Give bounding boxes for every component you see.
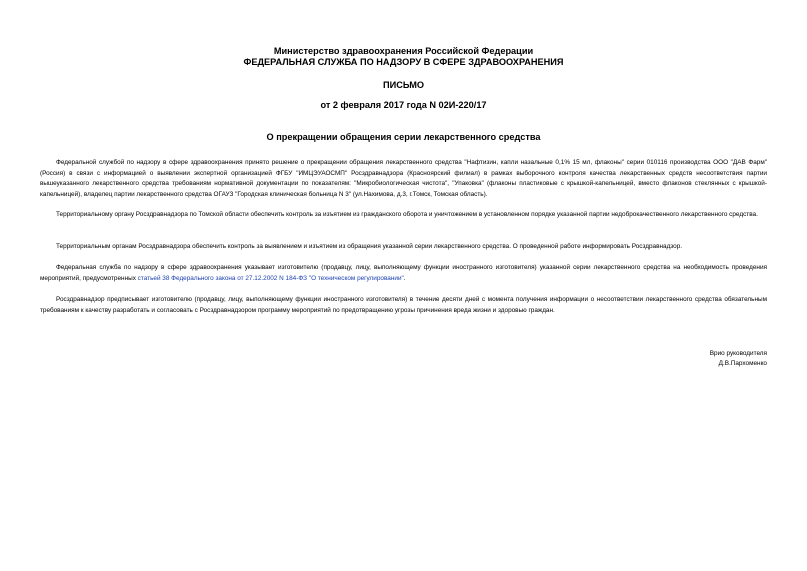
paragraph-program-requirement: Росздравнадзор предписывает изготовителю (продавцу, лицу, выполняющему функции иностранного изготовителя) в течение десяти дней с момента получения информации о несоответствии лекарственного средства обязательным требованиям к качеству разработать и согласовать с Росздравнадзором программу мероприятий по предотвращению угрозы причинения вреда жизни и здоровью граждан. <box>40 296 767 314</box>
paragraph-tomsk-control: Территориальному органу Росздравнадзора по Томской области обеспечить контроль за изъятием из гражданского оборота и уничтожением в установленном порядке указанной партии недоброкачественного лекарственного средства. <box>56 211 758 218</box>
signatory-name: Д.В.Пархоменко <box>718 360 767 367</box>
document-date-number: от 2 февраля 2017 года N 02И-220/17 <box>320 100 487 110</box>
paragraph-manufacturer-measures-text: Федеральная служба по надзору в сфере здравоохранения указывает изготовителю (продавцу, лицу, выполняющему функции иностранного изготовителя) указанной серии лекарственного средства на необходимость проведения мероприятий, предусмотренных <box>40 264 767 282</box>
paragraph-decision: Федеральной службой по надзору в сфере здравоохранения принято решение о прекращении обращения лекарственного средства "Нафтизин, капли назальные 0,1% 15 мл, флаконы" серии 010116 производства ООО "ДАВ Фарм" (Россия) в связи с информацией о выявлении экспертной организацией ФГБУ "ИМЦЭУАОСМП" Росздравнадзора (Красноярский филиал) в рамках выборочного контроля качества лекарственных средств несоответствия партии вышеуказанного лекарственного средства требованиям нормативной документации по показателям: "Микробиологическая чистота", "Упаковка" (флаконы пластиковые с крышкой-капельницей, вместо флаконов стеклянных с крышкой-капельницей), владелец партии лекарственного средства ОГАУЗ "Городская клиническая больница N 3" (ул.Нахимова, д.3, г.Томск, Томская область). <box>40 159 767 198</box>
paragraph-territorial-control: Территориальным органам Росздравнадзора обеспечить контроль за выявлением и изъятием из обращения указанной серии лекарственного средства. О проведенной работе информировать Росздравнадзор. <box>56 243 683 250</box>
document-type: ПИСЬМО <box>382 80 425 90</box>
law-article-link[interactable]: статьей 38 Федерального закона от 27.12.2002 N 184-ФЗ "О техническом регулировании" <box>137 274 404 282</box>
signatory-position: Врио руководителя <box>709 350 767 357</box>
paragraph-manufacturer-measures <box>40 263 767 284</box>
paragraph-manufacturer-measures-end: . <box>403 274 406 282</box>
document-subject: О прекращении обращения серии лекарственного средства <box>266 132 541 142</box>
service-name: ФЕДЕРАЛЬНАЯ СЛУЖБА ПО НАДЗОРУ В СФЕРЕ ЗДРАВООХРАНЕНИЯ <box>243 57 564 67</box>
ministry-name: Министерство здравоохранения Российской Федерации <box>273 46 534 56</box>
